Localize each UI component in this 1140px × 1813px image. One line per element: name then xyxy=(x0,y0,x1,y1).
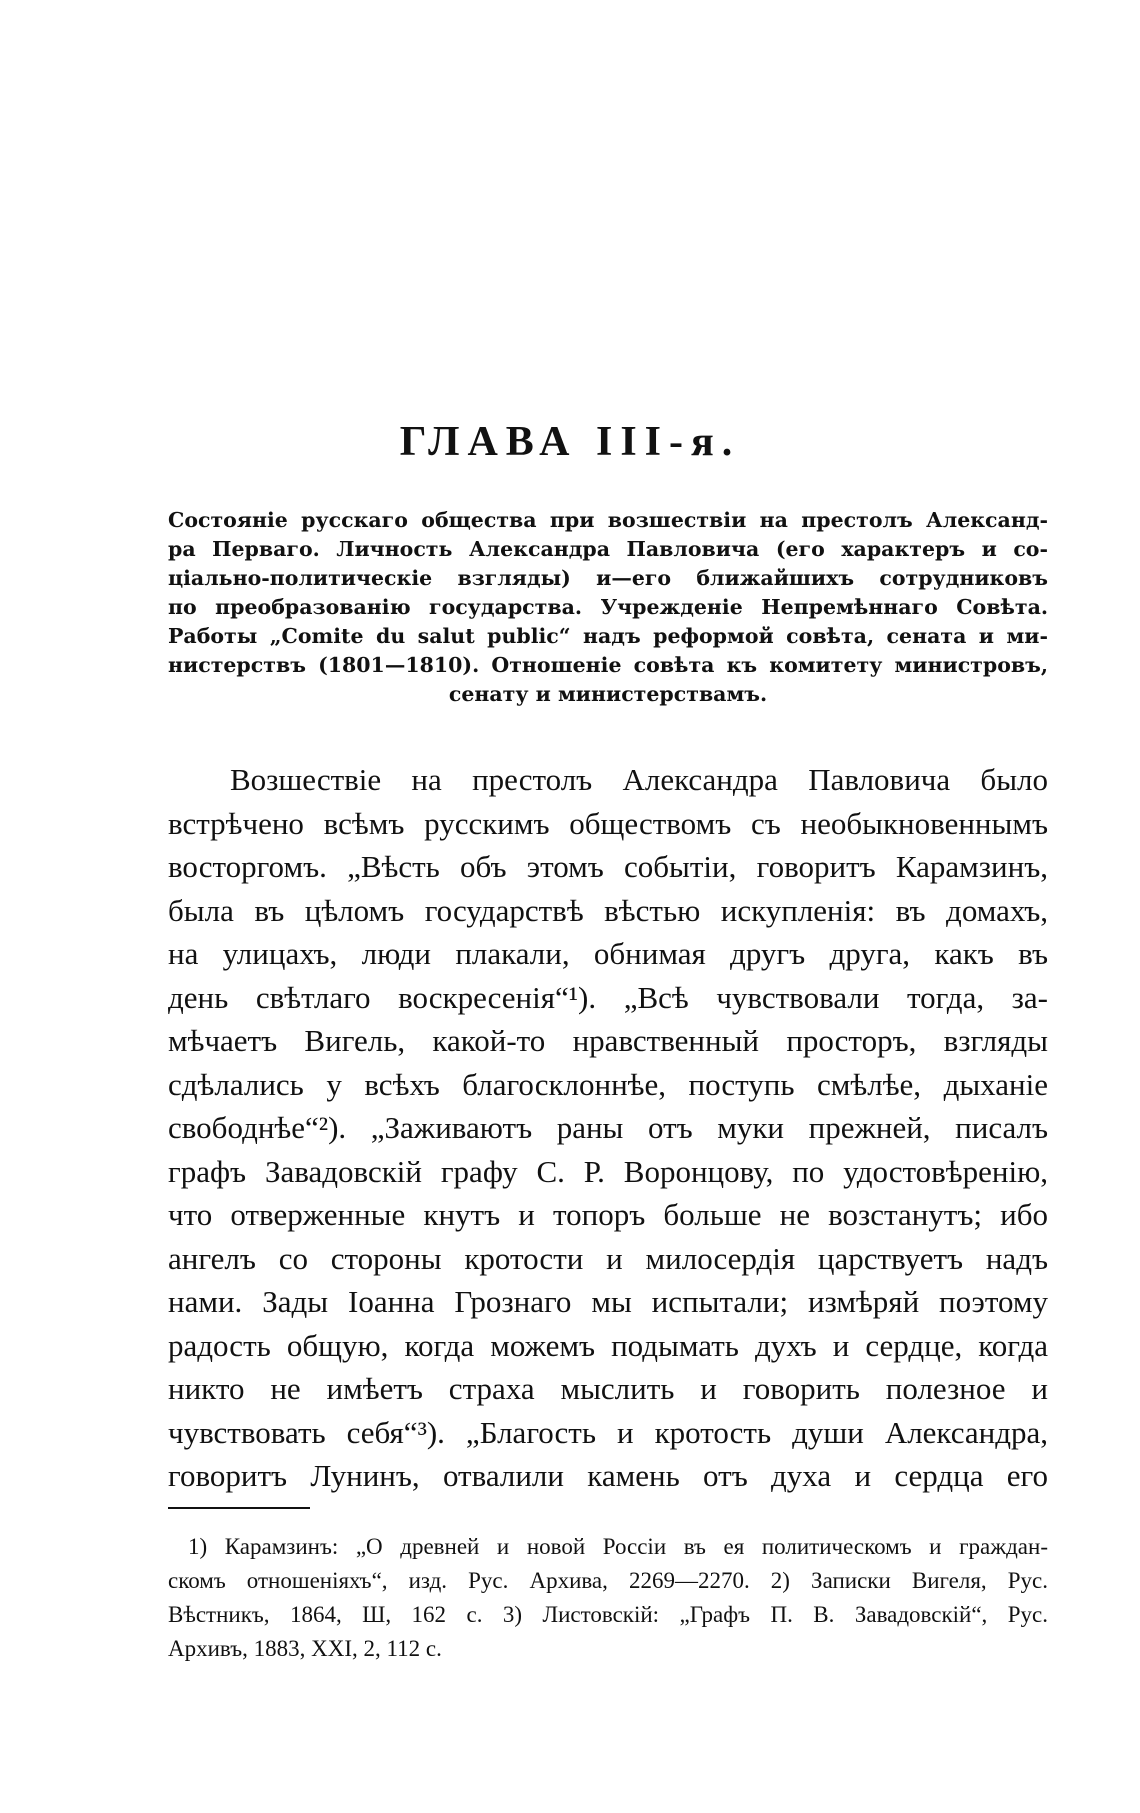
chapter-summary xyxy=(168,506,1048,709)
summary-line: ра Перваго. Личность Александра Павловича (его характеръ и со- xyxy=(168,537,1048,561)
footnote-line: 1) Карамзинъ: „О древней и новой Россіи въ ея политическомъ и граждан- xyxy=(188,1534,1048,1559)
body-line: день свѣтлаго воскресенія“¹). „Всѣ чувствовали тогда, за- xyxy=(168,979,1048,1015)
body-line: сдѣлались у всѣхъ благосклоннѣе, поступь смѣлѣе, дыханіе xyxy=(168,1066,1048,1102)
footnote-line: Архивъ, 1883, XXI, 2, 112 с. xyxy=(168,1636,442,1661)
body-line: была въ цѣломъ государствѣ вѣстью искупленія: въ домахъ, xyxy=(168,892,1048,928)
body-line: свободнѣе“²). „Заживаютъ раны отъ муки прежней, писалъ xyxy=(168,1110,1048,1145)
summary-line: по преобразованію государства. Учрежденіе Непремѣннаго Совѣта. xyxy=(168,595,1048,619)
body-line: нами. Зады Іоанна Грознаго мы испытали; измѣряй поэтому xyxy=(168,1284,1048,1319)
summary-line: нистерствъ (1801—1810). Отношеніе совѣта къ комитету министровъ, xyxy=(168,653,1048,677)
body-line: встрѣчено всѣмъ русскимъ обществомъ съ необыкновеннымъ xyxy=(168,805,1048,841)
footnotes xyxy=(168,1530,1048,1666)
body-line: на улицахъ, люди плакали, обнимая другъ друга, какъ въ xyxy=(168,936,1048,971)
chapter-title: ГЛАВА III-я. xyxy=(399,419,741,465)
body-paragraph xyxy=(168,758,1048,1498)
body-line: графъ Завадовскій графу С. Р. Воронцову, по удостовѣренію, xyxy=(168,1153,1048,1189)
body-line: мѣчаетъ Вигель, какой-то нравственный просторъ, взгляды xyxy=(168,1023,1048,1058)
body-line: что отверженные кнутъ и топоръ больше не возстанутъ; ибо xyxy=(168,1197,1048,1232)
body-line: радость общую, когда можемъ подымать духъ и сердце, когда xyxy=(168,1327,1048,1363)
footnote-divider xyxy=(168,1507,310,1509)
body-line: восторгомъ. „Вѣсть объ этомъ событіи, говоритъ Карамзинъ, xyxy=(168,849,1048,884)
summary-line: Состояніе русскаго общества при возшествіи на престолъ Александ- xyxy=(168,508,1048,532)
footnote-line: скомъ отношеніяхъ“, изд. Рус. Архива, 2269—2270. 2) Записки Вигеля, Рус. xyxy=(168,1568,1048,1593)
body-line: говоритъ Лунинъ, отвалили камень отъ духа и сердца его xyxy=(168,1458,1048,1493)
summary-line: Работы „Comite du salut public“ надъ реформой совѣта, сената и ми- xyxy=(168,624,1048,648)
body-line: ангелъ со стороны кротости и милосердія царствуетъ надъ xyxy=(168,1240,1048,1276)
body-line: Возшествіе на престолъ Александра Павловича было xyxy=(230,762,1048,797)
summary-line: сенату и министерствамъ. xyxy=(448,682,768,706)
body-line: чувствовать себя“³). „Благость и кротость души Александра, xyxy=(168,1414,1048,1450)
footnote-line: Вѣстникъ, 1864, Ш, 162 с. 3) Листовскій: „Графъ П. В. Завадовскій“, Рус. xyxy=(168,1602,1048,1627)
body-line: никто не имѣетъ страха мыслить и говорить полезное и xyxy=(168,1371,1048,1406)
summary-line: ціально-политическіе взгляды) и—его ближайшихъ сотрудниковъ xyxy=(168,566,1048,590)
